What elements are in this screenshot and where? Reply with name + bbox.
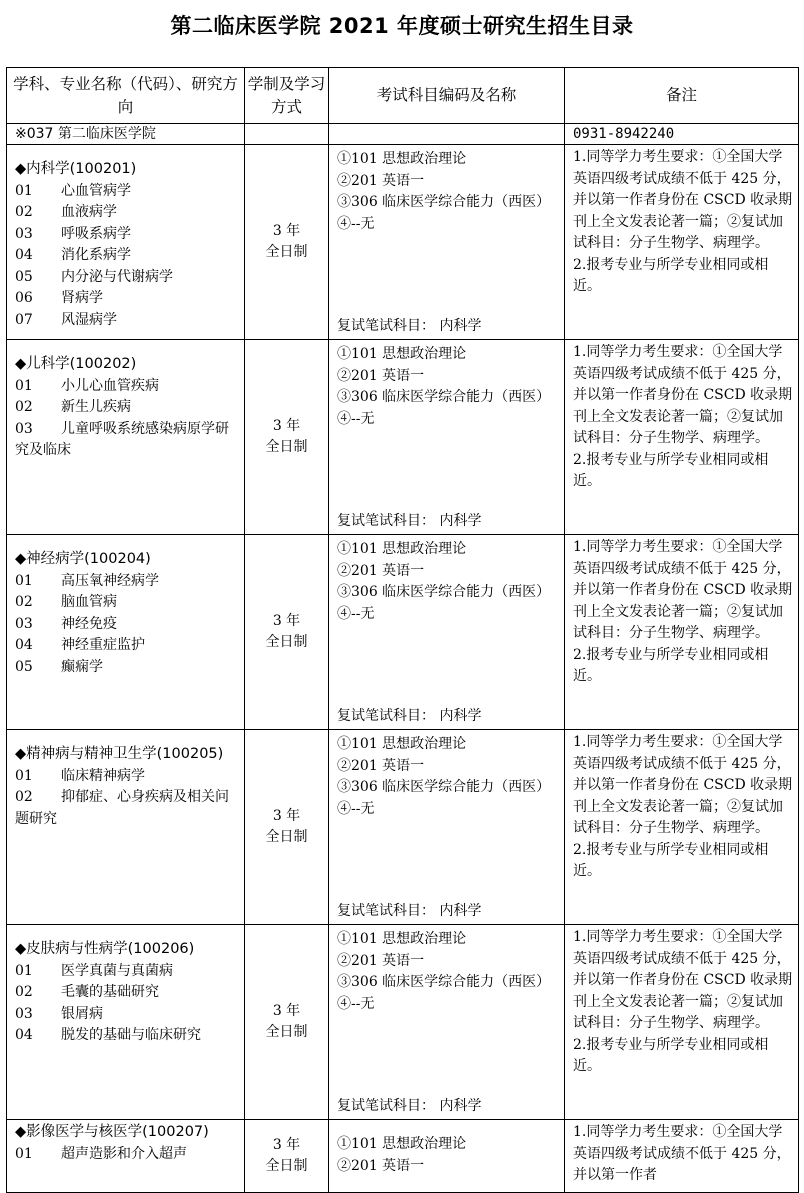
- research-direction: [15, 982, 240, 1004]
- direction-code: 02: [15, 789, 33, 805]
- research-direction: [15, 224, 240, 246]
- retest-subject: 复试笔试科目： 内科学: [337, 512, 482, 529]
- exam-subject: ②201 英语一: [337, 1157, 425, 1174]
- note-major-match: 2.报考专业与所学专业相同或相近。: [573, 646, 769, 684]
- table-row: [7, 145, 799, 340]
- exam-cell: [329, 145, 565, 340]
- exam-subject: ②201 英语一: [337, 757, 425, 774]
- note-major-match: 2.报考专业与所学专业相同或相近。: [573, 841, 769, 879]
- exam-subject: ④--无: [337, 995, 375, 1012]
- research-direction: [15, 288, 240, 310]
- exam-subject: ①101 思想政治理论: [337, 736, 467, 752]
- college-empty-cell: [245, 124, 329, 145]
- direction-name: 风湿病学: [61, 311, 117, 328]
- direction-code: 02: [15, 399, 33, 415]
- research-direction: [15, 376, 240, 398]
- header-notes: 备注: [565, 68, 799, 124]
- study-mode: 全日制: [265, 634, 308, 650]
- research-direction: [15, 635, 240, 657]
- college-phone: 0931-8942240: [565, 124, 799, 145]
- direction-name: 儿童呼吸系统感染病原学研究及临床: [15, 420, 229, 458]
- notes-cell: [565, 1120, 799, 1193]
- direction-code: 01: [15, 377, 33, 394]
- exam-subject: ①101 思想政治理论: [337, 1136, 467, 1152]
- research-direction: [15, 614, 240, 636]
- direction-code: 01: [15, 1145, 33, 1162]
- retest-subject: 复试笔试科目： 内科学: [337, 902, 482, 919]
- exam-subject: ①101 思想政治理论: [337, 346, 467, 362]
- direction-code: 03: [15, 225, 33, 242]
- page-title: 第二临床医学院 2021 年度硕士研究生招生目录: [170, 14, 634, 38]
- note-major-match: 2.报考专业与所学专业相同或相近。: [573, 1036, 769, 1074]
- direction-code: 05: [15, 268, 33, 285]
- direction-name: 脑血管病: [61, 594, 117, 610]
- notes-cell: [565, 535, 799, 730]
- exam-cell: [329, 1120, 565, 1193]
- direction-name: 心血管病学: [61, 182, 131, 199]
- direction-code: 07: [15, 311, 33, 328]
- exam-subject: ①101 思想政治理论: [337, 151, 467, 167]
- direction-code: 03: [15, 420, 33, 437]
- direction-name: 银屑病: [61, 1005, 103, 1022]
- direction-name: 肾病学: [61, 290, 103, 306]
- research-direction: [15, 787, 240, 830]
- notes-cell: [565, 730, 799, 925]
- exam-subject: ③306 临床医学综合能力（西医）: [337, 584, 551, 600]
- exam-subject: ④--无: [337, 605, 375, 622]
- direction-code: 04: [15, 1027, 33, 1043]
- exam-subject: ④--无: [337, 800, 375, 817]
- direction-name: 内分泌与代谢病学: [61, 268, 173, 285]
- catalog-table: [6, 67, 799, 1193]
- study-mode: 全日制: [265, 439, 308, 455]
- note-requirement: 1.同等学力考生要求：①全国大学英语四级考试成绩不低于 425 分，并以第一作者身份在 CSCD 收录期刊上全文发表论著一篇；②复试加试科目：分子生物学、病理学。: [573, 929, 793, 1031]
- research-direction: [15, 1004, 240, 1026]
- research-direction: [15, 592, 240, 614]
- research-direction: [15, 245, 240, 267]
- direction-name: 小儿心血管疾病: [61, 377, 159, 394]
- exam-subject: ①101 思想政治理论: [337, 541, 467, 557]
- direction-name: 神经重症监护: [61, 637, 145, 653]
- notes-cell: [565, 145, 799, 340]
- exam-cell: [329, 730, 565, 925]
- direction-name: 临床精神病学: [61, 767, 145, 784]
- note-major-match: 2.报考专业与所学专业相同或相近。: [573, 256, 769, 294]
- direction-name: 超声造影和介入超声: [61, 1145, 187, 1162]
- duration-cell: [245, 925, 329, 1120]
- duration-cell: [245, 1120, 329, 1193]
- exam-cell: [329, 535, 565, 730]
- direction-code: 03: [15, 615, 33, 632]
- header-exams: 考试科目编码及名称: [329, 68, 565, 124]
- duration: 3 年: [272, 418, 301, 434]
- exam-subject: ③306 临床医学综合能力（西医）: [337, 194, 551, 210]
- exam-list: [329, 1120, 564, 1177]
- major-cell: [7, 730, 245, 925]
- research-direction: [15, 571, 240, 593]
- direction-name: 神经免疫: [61, 615, 117, 632]
- direction-code: 02: [15, 594, 33, 610]
- retest-subject: 复试笔试科目： 内科学: [337, 707, 482, 724]
- direction-code: 01: [15, 182, 33, 199]
- research-direction: [15, 766, 240, 788]
- exam-list: [329, 535, 564, 729]
- table-row: [7, 535, 799, 730]
- table-row: [7, 1120, 799, 1193]
- major-cell: [7, 925, 245, 1120]
- direction-name: 抑郁症、心身疾病及相关问题研究: [15, 789, 229, 827]
- exam-subject: ②201 英语一: [337, 172, 425, 189]
- duration: 3 年: [272, 223, 301, 239]
- direction-code: 01: [15, 767, 33, 784]
- duration-cell: [245, 535, 329, 730]
- direction-name: 癫痫学: [61, 658, 103, 675]
- research-direction: [15, 961, 240, 983]
- direction-code: 02: [15, 204, 33, 220]
- exam-list: [329, 145, 564, 339]
- direction-name: 消化系病学: [61, 247, 131, 263]
- table-row: [7, 925, 799, 1120]
- exam-subject: ②201 英语一: [337, 562, 425, 579]
- direction-name: 高压氧神经病学: [61, 572, 159, 589]
- duration: 3 年: [272, 808, 301, 824]
- direction-name: 呼吸系病学: [61, 225, 131, 242]
- study-mode: 全日制: [265, 829, 308, 845]
- header-duration: 学制及学习方式: [245, 68, 329, 124]
- table-header-row: [7, 68, 799, 124]
- exam-list: [329, 340, 564, 534]
- direction-code: 04: [15, 637, 33, 653]
- direction-name: 血液病学: [61, 204, 117, 220]
- note-requirement: 1.同等学力考生要求：①全国大学英语四级考试成绩不低于 425 分，并以第一作者身份在 CSCD 收录期刊上全文发表论著一篇；②复试加试科目：分子生物学、病理学。: [573, 344, 793, 446]
- direction-code: 05: [15, 658, 33, 675]
- research-direction: [15, 657, 240, 679]
- research-direction: [15, 267, 240, 289]
- direction-code: 01: [15, 962, 33, 979]
- exam-subject: ①101 思想政治理论: [337, 931, 467, 947]
- major-name: ◆精神病与精神卫生学(100205): [15, 746, 224, 762]
- major-name: ◆内科学(100201): [15, 161, 137, 177]
- college-empty-cell: [329, 124, 565, 145]
- exam-list: [329, 925, 564, 1119]
- duration-cell: [245, 145, 329, 340]
- table-row: [7, 340, 799, 535]
- direction-code: 04: [15, 247, 33, 263]
- exam-subject: ③306 临床医学综合能力（西医）: [337, 779, 551, 795]
- exam-subject: ③306 临床医学综合能力（西医）: [337, 389, 551, 405]
- exam-list: [329, 730, 564, 924]
- exam-subject: ②201 英语一: [337, 952, 425, 969]
- direction-code: 06: [15, 290, 33, 306]
- major-name: ◆皮肤病与性病学(100206): [15, 941, 195, 957]
- major-cell: [7, 535, 245, 730]
- research-direction: [15, 1025, 240, 1047]
- exam-cell: [329, 925, 565, 1120]
- direction-name: 新生儿疾病: [61, 399, 131, 415]
- note-major-match: 2.报考专业与所学专业相同或相近。: [573, 451, 769, 489]
- major-name: ◆儿科学(100202): [15, 356, 137, 372]
- duration: 3 年: [272, 1003, 301, 1019]
- research-direction: [15, 419, 240, 462]
- table-row: [7, 730, 799, 925]
- note-requirement: 1.同等学力考生要求：①全国大学英语四级考试成绩不低于 425 分，并以第一作者身份在 CSCD 收录期刊上全文发表论著一篇；②复试加试科目：分子生物学、病理学。: [573, 539, 793, 641]
- direction-code: 02: [15, 984, 33, 1000]
- direction-code: 03: [15, 1005, 33, 1022]
- major-name: ◆神经病学(100204): [15, 551, 151, 567]
- exam-subject: ③306 临床医学综合能力（西医）: [337, 974, 551, 990]
- research-direction: [15, 310, 240, 332]
- major-cell: [7, 340, 245, 535]
- study-mode: 全日制: [265, 244, 308, 260]
- header-major: 学科、专业名称（代码）、研究方向: [7, 68, 245, 124]
- research-direction: [15, 397, 240, 419]
- note-requirement: 1.同等学力考生要求：①全国大学英语四级考试成绩不低于 425 分，并以第一作者身份在 CSCD 收录期刊上全文发表论著一篇；②复试加试科目：分子生物学、病理学。: [573, 734, 793, 836]
- research-direction: [15, 181, 240, 203]
- exam-subject: ④--无: [337, 215, 375, 232]
- major-name: ◆影像医学与核医学(100207): [15, 1124, 209, 1140]
- note-requirement: 1.同等学力考生要求：①全国大学英语四级考试成绩不低于 425 分，并以第一作者: [573, 1124, 791, 1183]
- exam-cell: [329, 340, 565, 535]
- duration: 3 年: [272, 1137, 301, 1153]
- exam-subject: ②201 英语一: [337, 367, 425, 384]
- note-requirement: 1.同等学力考生要求：①全国大学英语四级考试成绩不低于 425 分，并以第一作者身份在 CSCD 收录期刊上全文发表论著一篇；②复试加试科目：分子生物学、病理学。: [573, 149, 793, 251]
- major-cell: [7, 1120, 245, 1193]
- major-cell: [7, 145, 245, 340]
- duration-cell: [245, 340, 329, 535]
- college-row: [7, 124, 799, 145]
- college-name: ※037 第二临床医学院: [7, 124, 245, 145]
- study-mode: 全日制: [265, 1024, 308, 1040]
- direction-name: 医学真菌与真菌病: [61, 962, 173, 979]
- research-direction: [15, 202, 240, 224]
- research-direction: [15, 1144, 240, 1166]
- retest-subject: 复试笔试科目： 内科学: [337, 1097, 482, 1114]
- duration-cell: [245, 730, 329, 925]
- direction-name: 毛囊的基础研究: [61, 984, 159, 1000]
- duration: 3 年: [272, 613, 301, 629]
- study-mode: 全日制: [265, 1158, 308, 1174]
- direction-code: 01: [15, 572, 33, 589]
- retest-subject: 复试笔试科目： 内科学: [337, 317, 482, 334]
- exam-subject: ④--无: [337, 410, 375, 427]
- notes-cell: [565, 340, 799, 535]
- notes-cell: [565, 925, 799, 1120]
- direction-name: 脱发的基础与临床研究: [61, 1027, 201, 1043]
